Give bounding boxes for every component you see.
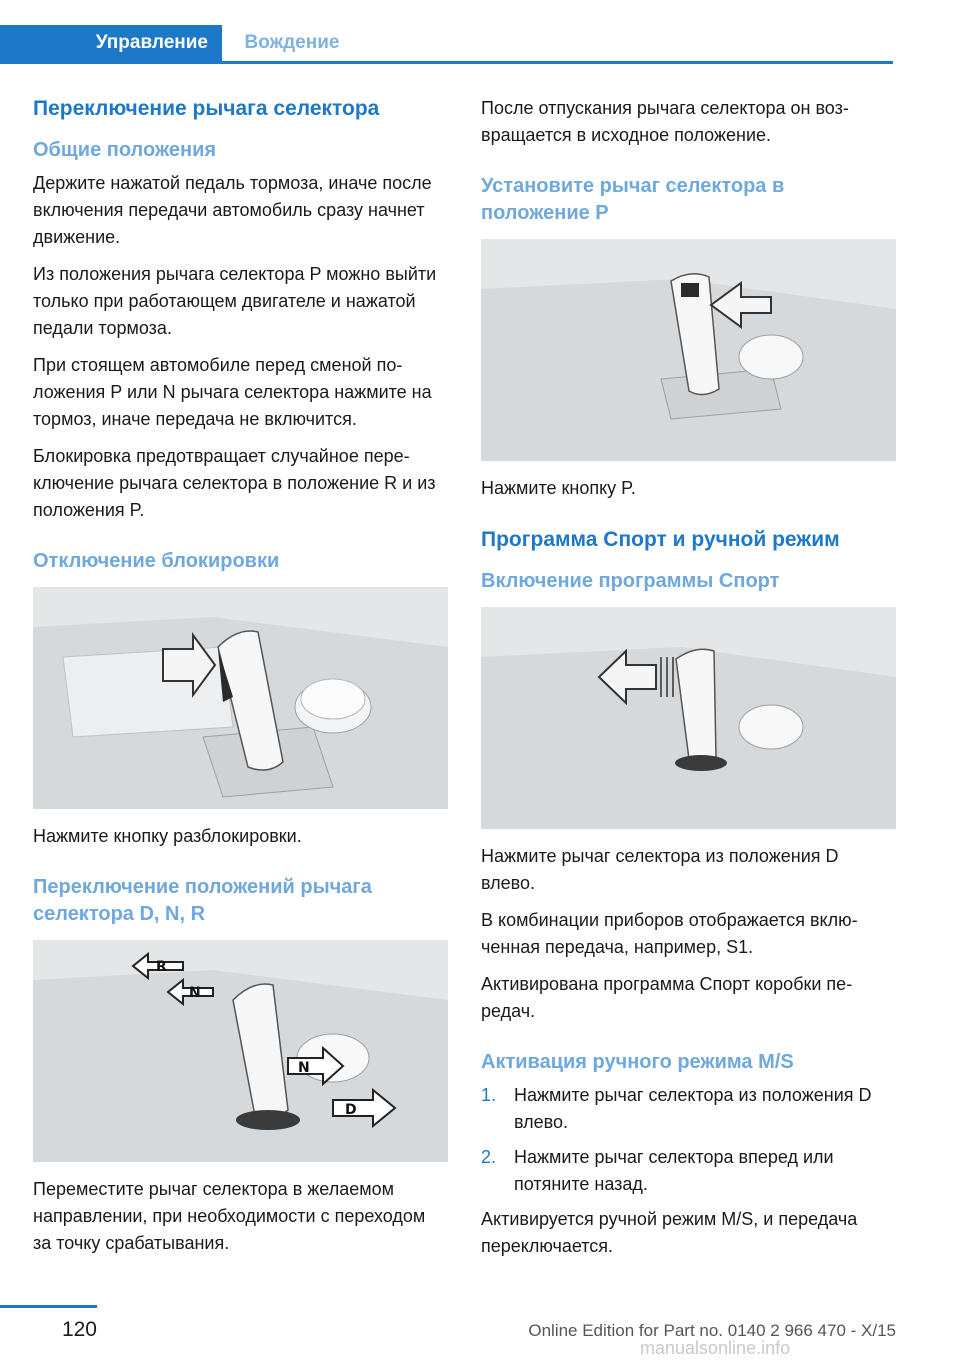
- step-text: Нажмите рычаг селектора из положения D влево.: [514, 1085, 872, 1132]
- paragraph: Из положения рычага селектора P можно выйти только при работающем двигателе и нажатой педали тормоза.: [33, 264, 437, 338]
- fig-label-r: R: [156, 959, 167, 975]
- paragraph: При стоящем автомобиле перед сменой положения P или N рычага селектора нажмите на тормоз, иначе передача не включится.: [33, 355, 432, 429]
- figure-switch-positions: [33, 940, 448, 1162]
- paragraph: В комбинации приборов отображается включенная передача, например, S1.: [481, 910, 858, 957]
- gear-lever-illustration: [33, 587, 448, 809]
- paragraph: Активирована программа Спорт коробки передач.: [481, 974, 853, 1021]
- manual-steps-list: [481, 1082, 896, 1198]
- fig-label-d: D: [345, 1102, 357, 1118]
- heading-park: Установите рычаг селектора в положение P: [481, 175, 785, 224]
- step-number: 2.: [481, 1147, 497, 1167]
- caption-park: Нажмите кнопку P.: [481, 478, 636, 498]
- figure-park-button: [481, 239, 896, 461]
- footer-accent-line: [0, 1305, 97, 1308]
- tab-controls[interactable]: [0, 25, 222, 61]
- caption-unlock: Нажмите кнопку разблокировки.: [33, 826, 302, 846]
- step-text: Нажмите рычаг селектора вперед или потяните назад.: [514, 1147, 834, 1194]
- heading-switch-positions: Переключение положений рычага селектора D, N, R: [33, 876, 372, 925]
- header-tabbar: [0, 25, 893, 64]
- heading-manual: Активация ручного режима M/S: [481, 1051, 794, 1073]
- left-column: [33, 95, 448, 1267]
- tab-controls-label: Управление: [95, 32, 208, 53]
- figure-sport-mode: [481, 607, 896, 829]
- fig-label-n-upper: N: [189, 985, 201, 1001]
- edition-text: Online Edition for Part no. 0140 2 966 470 - X/15: [528, 1321, 896, 1340]
- heading-general: Общие положения: [33, 139, 217, 161]
- section-title-selector: Переключение рычага селектора: [33, 97, 380, 120]
- park-button-illustration: [481, 239, 896, 461]
- figure-unlock-button: [33, 587, 448, 809]
- caption-switch: Переместите рычаг селектора в желаемом направлении, при необходимости с переходом за точку срабатывания.: [33, 1179, 426, 1253]
- list-item: [481, 1082, 896, 1136]
- heading-sport: Включение программы Спорт: [481, 570, 780, 592]
- right-column: [481, 95, 896, 1270]
- page-number: 120: [61, 1318, 97, 1341]
- list-item: [481, 1144, 896, 1198]
- paragraph-return: После отпускания рычага селектора он возвращается в исходное положение.: [481, 98, 849, 145]
- section-title-sport-manual: Программа Спорт и ручной режим: [481, 528, 840, 551]
- sport-mode-illustration: [481, 607, 896, 829]
- paragraph: Блокировка предотвращает случайное переключение рычага селектора в положение R и из положения P.: [33, 446, 436, 520]
- paragraph-manual-result: Активируется ручной режим M/S, и передача переключается.: [481, 1209, 858, 1256]
- watermark: manualsonline.info: [640, 1338, 791, 1358]
- heading-unlock: Отключение блокировки: [33, 550, 280, 572]
- caption-sport: Нажмите рычаг селектора из положения D влево.: [481, 846, 839, 893]
- tab-driving[interactable]: Вождение: [244, 32, 340, 53]
- fig-label-n-lower: N: [298, 1060, 310, 1076]
- gear-positions-illustration: [33, 940, 448, 1162]
- paragraph: Держите нажатой педаль тормоза, иначе после включения передачи автомобиль сразу начнет движение.: [33, 173, 432, 247]
- step-number: 1.: [481, 1085, 497, 1105]
